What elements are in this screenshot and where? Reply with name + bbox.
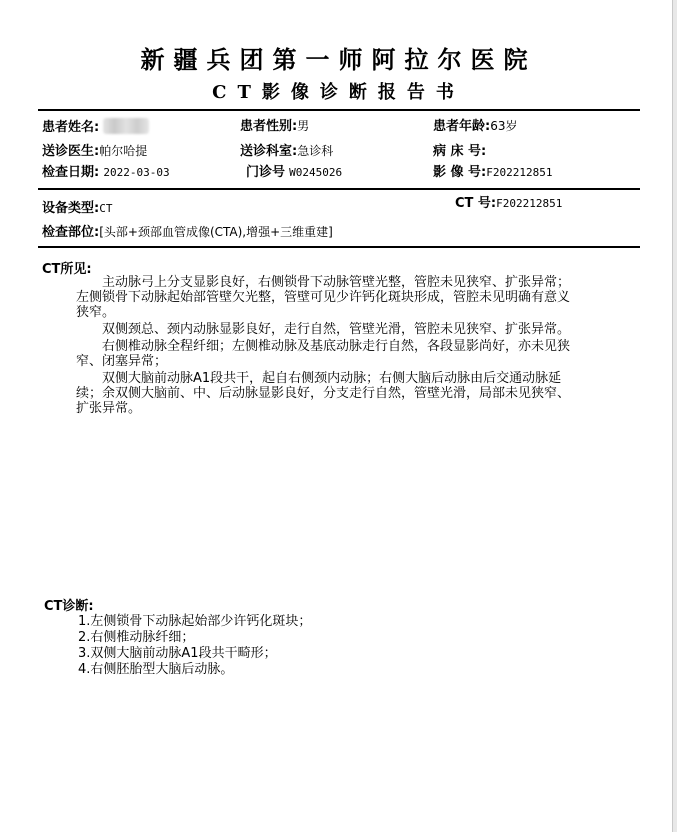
ct-number-field xyxy=(455,196,562,212)
patient-age-label: 患者年龄: xyxy=(433,119,491,134)
diagnosis-item: 1.左侧锁骨下动脉起始部少许钙化斑块； xyxy=(78,614,312,629)
findings-paragraph: 右侧椎动脉全程纤细；左侧椎动脉及基底动脉走行自然，各段显影尚好，亦未见狭窄、闭塞异常； xyxy=(76,339,571,369)
bed-number-field xyxy=(433,143,486,160)
image-number-label: 影 像 号: xyxy=(433,165,487,180)
ct-number-value: F202212851 xyxy=(496,197,563,210)
diagnosis-item: 3.双侧大脑前动脉A1段共干畸形； xyxy=(78,646,277,661)
clinic-number-field xyxy=(246,165,342,181)
patient-name-label: 患者姓名: xyxy=(42,120,100,135)
ct-number-label: CT 号: xyxy=(455,196,497,211)
findings-paragraph: 主动脉弓上分支显影良好，右侧锁骨下动脉管壁光整，管腔未见狭窄、扩张异常；左侧锁骨下动脉起始部管壁欠光整，管壁可见少许钙化斑块形成，管腔未见明确有意义狭窄。 xyxy=(76,275,571,320)
referring-doctor-value: 帕尔哈提 xyxy=(99,144,148,158)
exam-region-label: 检查部位: xyxy=(42,225,100,240)
referring-dept-value: 急诊科 xyxy=(297,144,334,158)
referring-doctor-label: 送诊医生: xyxy=(42,144,100,159)
diagnosis-item: 2.右侧椎动脉纤细； xyxy=(78,630,195,645)
hospital-name: 新疆兵团第一师阿拉尔医院 xyxy=(140,45,537,74)
exam-date-value: 2022-03-03 xyxy=(103,166,170,179)
device-type-label: 设备类型: xyxy=(42,201,100,216)
bed-number-label: 病 床 号: xyxy=(433,144,487,159)
header-divider-top xyxy=(38,109,640,111)
diagnosis-item: 4.右侧胚胎型大脑后动脉。 xyxy=(78,662,234,677)
findings-text xyxy=(76,275,576,418)
exam-date-field xyxy=(42,165,170,181)
referring-dept-field xyxy=(240,143,333,160)
clinic-number-label: 门诊号 xyxy=(246,165,286,180)
patient-sex-value: 男 xyxy=(297,119,310,133)
window-edge xyxy=(672,0,677,832)
patient-name-field xyxy=(42,118,149,136)
image-number-field xyxy=(433,165,553,181)
findings-paragraph: 双侧大脑前动脉A1段共干，起自右侧颈内动脉；右侧大脑后动脉由后交通动脉延续；余双侧大脑前、中、后动脉显影良好，分支走行自然，管壁光滑，局部未见狭窄、扩张异常。 xyxy=(76,371,571,416)
clinic-number-value: W0245026 xyxy=(289,166,343,179)
diagnosis-title: CT诊断: xyxy=(44,599,94,614)
referring-dept-label: 送诊科室: xyxy=(240,144,298,159)
patient-sex-field xyxy=(240,118,309,135)
header-divider-mid xyxy=(38,188,640,190)
report-title: CT影像诊断报告书 xyxy=(212,82,465,103)
image-number-value: F202212851 xyxy=(486,166,553,179)
device-type-value: CT xyxy=(99,202,113,215)
patient-sex-label: 患者性别: xyxy=(240,119,298,134)
diagnosis-list xyxy=(78,614,311,678)
header-divider-bottom xyxy=(38,246,640,248)
device-type-field xyxy=(42,201,112,217)
redacted-name xyxy=(103,118,149,134)
exam-date-label: 检查日期: xyxy=(42,165,100,180)
exam-region-value: [头部+颈部血管成像(CTA),增强+三维重建] xyxy=(99,225,333,239)
referring-doctor-field xyxy=(42,143,147,160)
patient-age-field xyxy=(433,118,517,135)
patient-age-value: 63岁 xyxy=(490,119,518,133)
findings-title: CT所见: xyxy=(42,262,92,277)
findings-paragraph: 双侧颈总、颈内动脉显影良好，走行自然，管壁光滑，管腔未见狭窄、扩张异常。 xyxy=(102,322,571,337)
exam-region-field xyxy=(42,224,333,241)
